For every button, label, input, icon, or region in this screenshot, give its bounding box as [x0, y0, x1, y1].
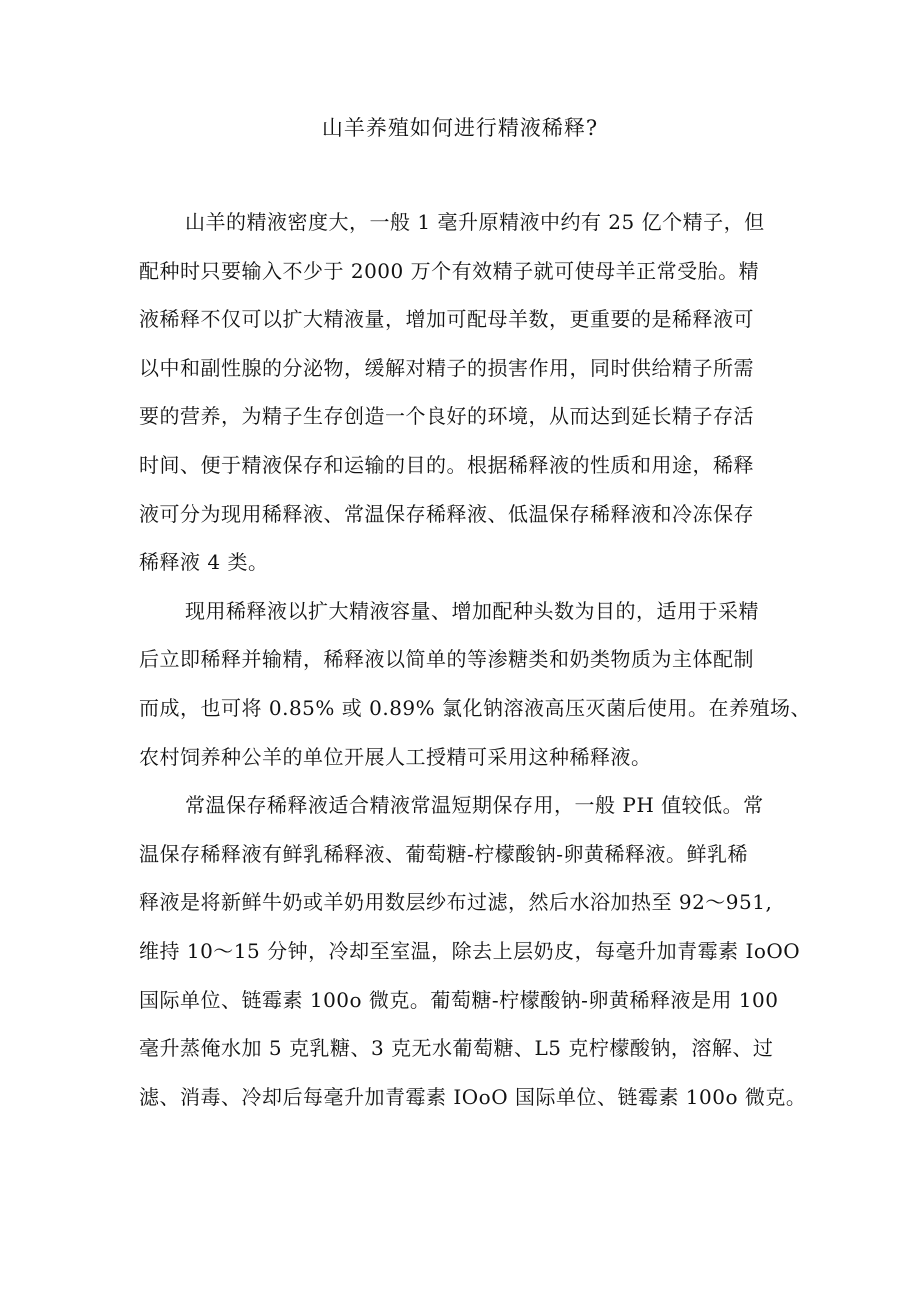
text-line: 国际单位、链霉素 100o 微克。葡萄糖-柠檬酸钠-卵黄稀释液是用 100: [139, 987, 779, 1012]
paragraph-3: [139, 786, 807, 1126]
text-line: 而成，也可将 0.85% 或 0.89% 氯化钠溶液高压灭菌后使用。在养殖场、: [139, 695, 811, 720]
text-line: 农村饲养种公羊的单位开展人工授精可采用这种稀释液。: [139, 744, 652, 769]
paragraph-1: [139, 203, 789, 592]
text-line: 要的营养，为精子生存创造一个良好的环境，从而达到延长精子存活: [139, 404, 754, 429]
text-line: 液可分为现用稀释液、常温保存稀释液、低温保存稀释液和冷冻保存: [139, 501, 754, 526]
text-line: 山羊的精液密度大，一般 1 毫升原精液中约有 25 亿个精子，但: [185, 210, 765, 234]
text-line: 时间、便于精液保存和运输的目的。根据稀释液的性质和用途，稀释: [139, 452, 754, 477]
text-line: 毫升蒸俺水加 5 克乳糖、3 克无水葡萄糖、L5 克柠檬酸钠，溶解、过: [139, 1036, 774, 1061]
text-line: 温保存稀释液有鲜乳稀释液、葡萄糖-柠檬酸钠-卵黄稀释液。鲜乳稀: [139, 841, 749, 866]
paragraph-2: [139, 592, 811, 786]
text-line: 滤、消毒、冷却后每毫升加青霉素 IOoO 国际单位、链霉素 100o 微克。: [139, 1084, 807, 1109]
text-line: 稀释液 4 类。: [139, 550, 269, 575]
text-line: 常温保存稀释液适合精液常温短期保存用，一般 PH 值较低。常: [185, 793, 764, 818]
text-line: 维持 10～15 分钟，冷却至室温，除去上层奶皮，每毫升加青霉素 IoOO: [139, 938, 801, 963]
text-line: 液稀释不仅可以扩大精液量，增加可配母羊数，更重要的是稀释液可: [139, 307, 754, 332]
document-body: [139, 203, 811, 1126]
text-line: 以中和副性腺的分泌物，缓解对精子的损害作用，同时供给精子所需: [139, 355, 754, 380]
text-line: 释液是将新鲜牛奶或羊奶用数层纱布过滤，然后水浴加热至 92～951,: [139, 890, 773, 915]
text-line: 现用稀释液以扩大精液容量、增加配种头数为目的，适用于采精: [185, 598, 759, 623]
text-line: 配种时只要输入不少于 2000 万个有效精子就可使母羊正常受胎。精: [139, 258, 760, 283]
page-title: 山羊养殖如何进行精液稀释?: [321, 116, 599, 140]
text-line: 后立即稀释并输精，稀释液以简单的等渗糖类和奶类物质为主体配制: [139, 647, 754, 672]
